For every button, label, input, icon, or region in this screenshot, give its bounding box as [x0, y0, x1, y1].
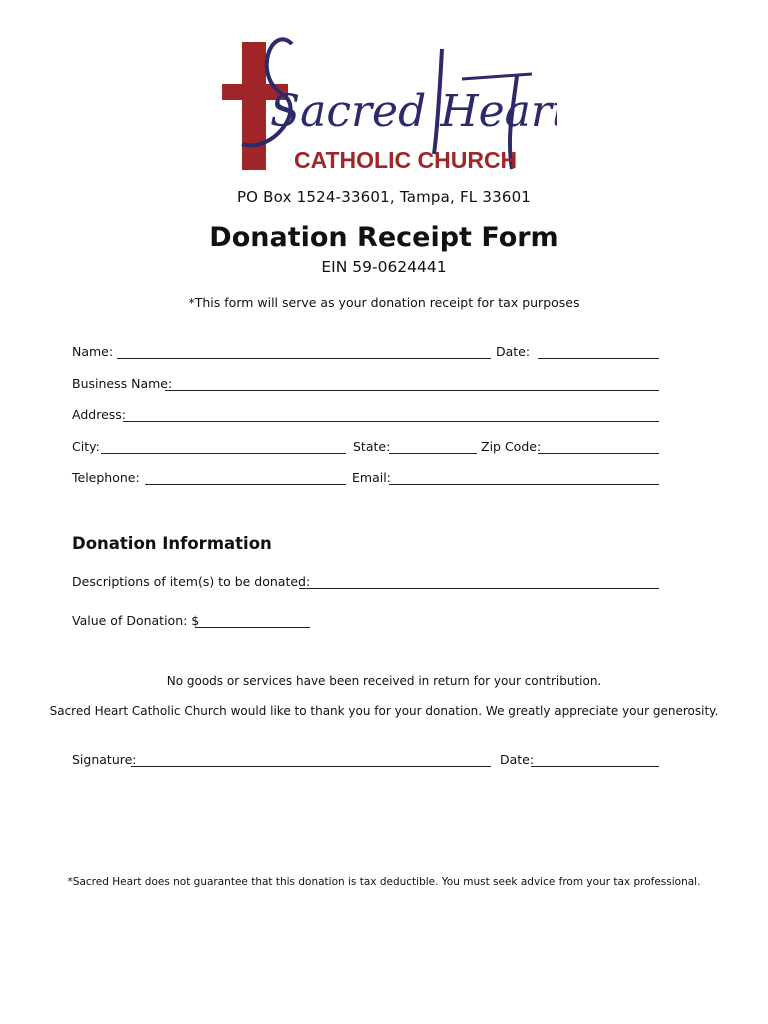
zip-label: Zip Code:: [481, 439, 542, 454]
form-title: Donation Receipt Form: [209, 222, 559, 253]
zip-field[interactable]: [538, 453, 659, 454]
no-goods-statement: No goods or services have been received in return for your contribution.: [166, 674, 602, 688]
signature-field[interactable]: [131, 766, 491, 767]
state-label: State:: [353, 439, 391, 454]
logo-script-text: Sacred Heart: [270, 86, 557, 137]
donation-value-label: Value of Donation: $: [72, 613, 200, 628]
telephone-label: Telephone:: [72, 470, 140, 485]
donation-value-field[interactable]: [195, 627, 310, 628]
receipt-notice: *This form will serve as your donation receipt for tax purposes: [188, 295, 580, 310]
address-field[interactable]: [123, 421, 659, 422]
business-name-field[interactable]: [165, 390, 659, 391]
donation-info-heading: Donation Information: [72, 534, 272, 553]
date-label: Date:: [496, 344, 531, 359]
address-label: Address:: [72, 407, 126, 422]
signature-label: Signature:: [72, 752, 137, 767]
church-logo: [212, 14, 557, 184]
city-label: City:: [72, 439, 100, 454]
signature-date-label: Date:: [500, 752, 535, 767]
church-address: PO Box 1524-33601, Tampa, FL 33601: [236, 188, 532, 206]
email-field[interactable]: [389, 484, 659, 485]
ein-number: EIN 59-0624441: [321, 258, 447, 276]
tax-disclaimer: *Sacred Heart does not guarantee that this donation is tax deductible. You must seek advice from your tax professional.: [67, 876, 701, 888]
business-name-label: Business Name:: [72, 376, 173, 391]
description-label: Descriptions of item(s) to be donated:: [72, 574, 311, 589]
date-field[interactable]: [538, 358, 659, 359]
signature-date-field[interactable]: [531, 766, 659, 767]
email-label: Email:: [352, 470, 391, 485]
name-label: Name:: [72, 344, 114, 359]
state-field[interactable]: [389, 453, 477, 454]
telephone-field[interactable]: [145, 484, 346, 485]
cross-icon: [212, 14, 557, 184]
thank-you-statement: Sacred Heart Catholic Church would like to thank you for your donation. We greatly appreciate your generosity.: [49, 704, 719, 718]
name-field[interactable]: [117, 358, 491, 359]
city-field[interactable]: [101, 453, 346, 454]
description-field[interactable]: [299, 588, 659, 589]
logo-subtitle-text: CATHOLIC CHURCH: [294, 147, 518, 173]
